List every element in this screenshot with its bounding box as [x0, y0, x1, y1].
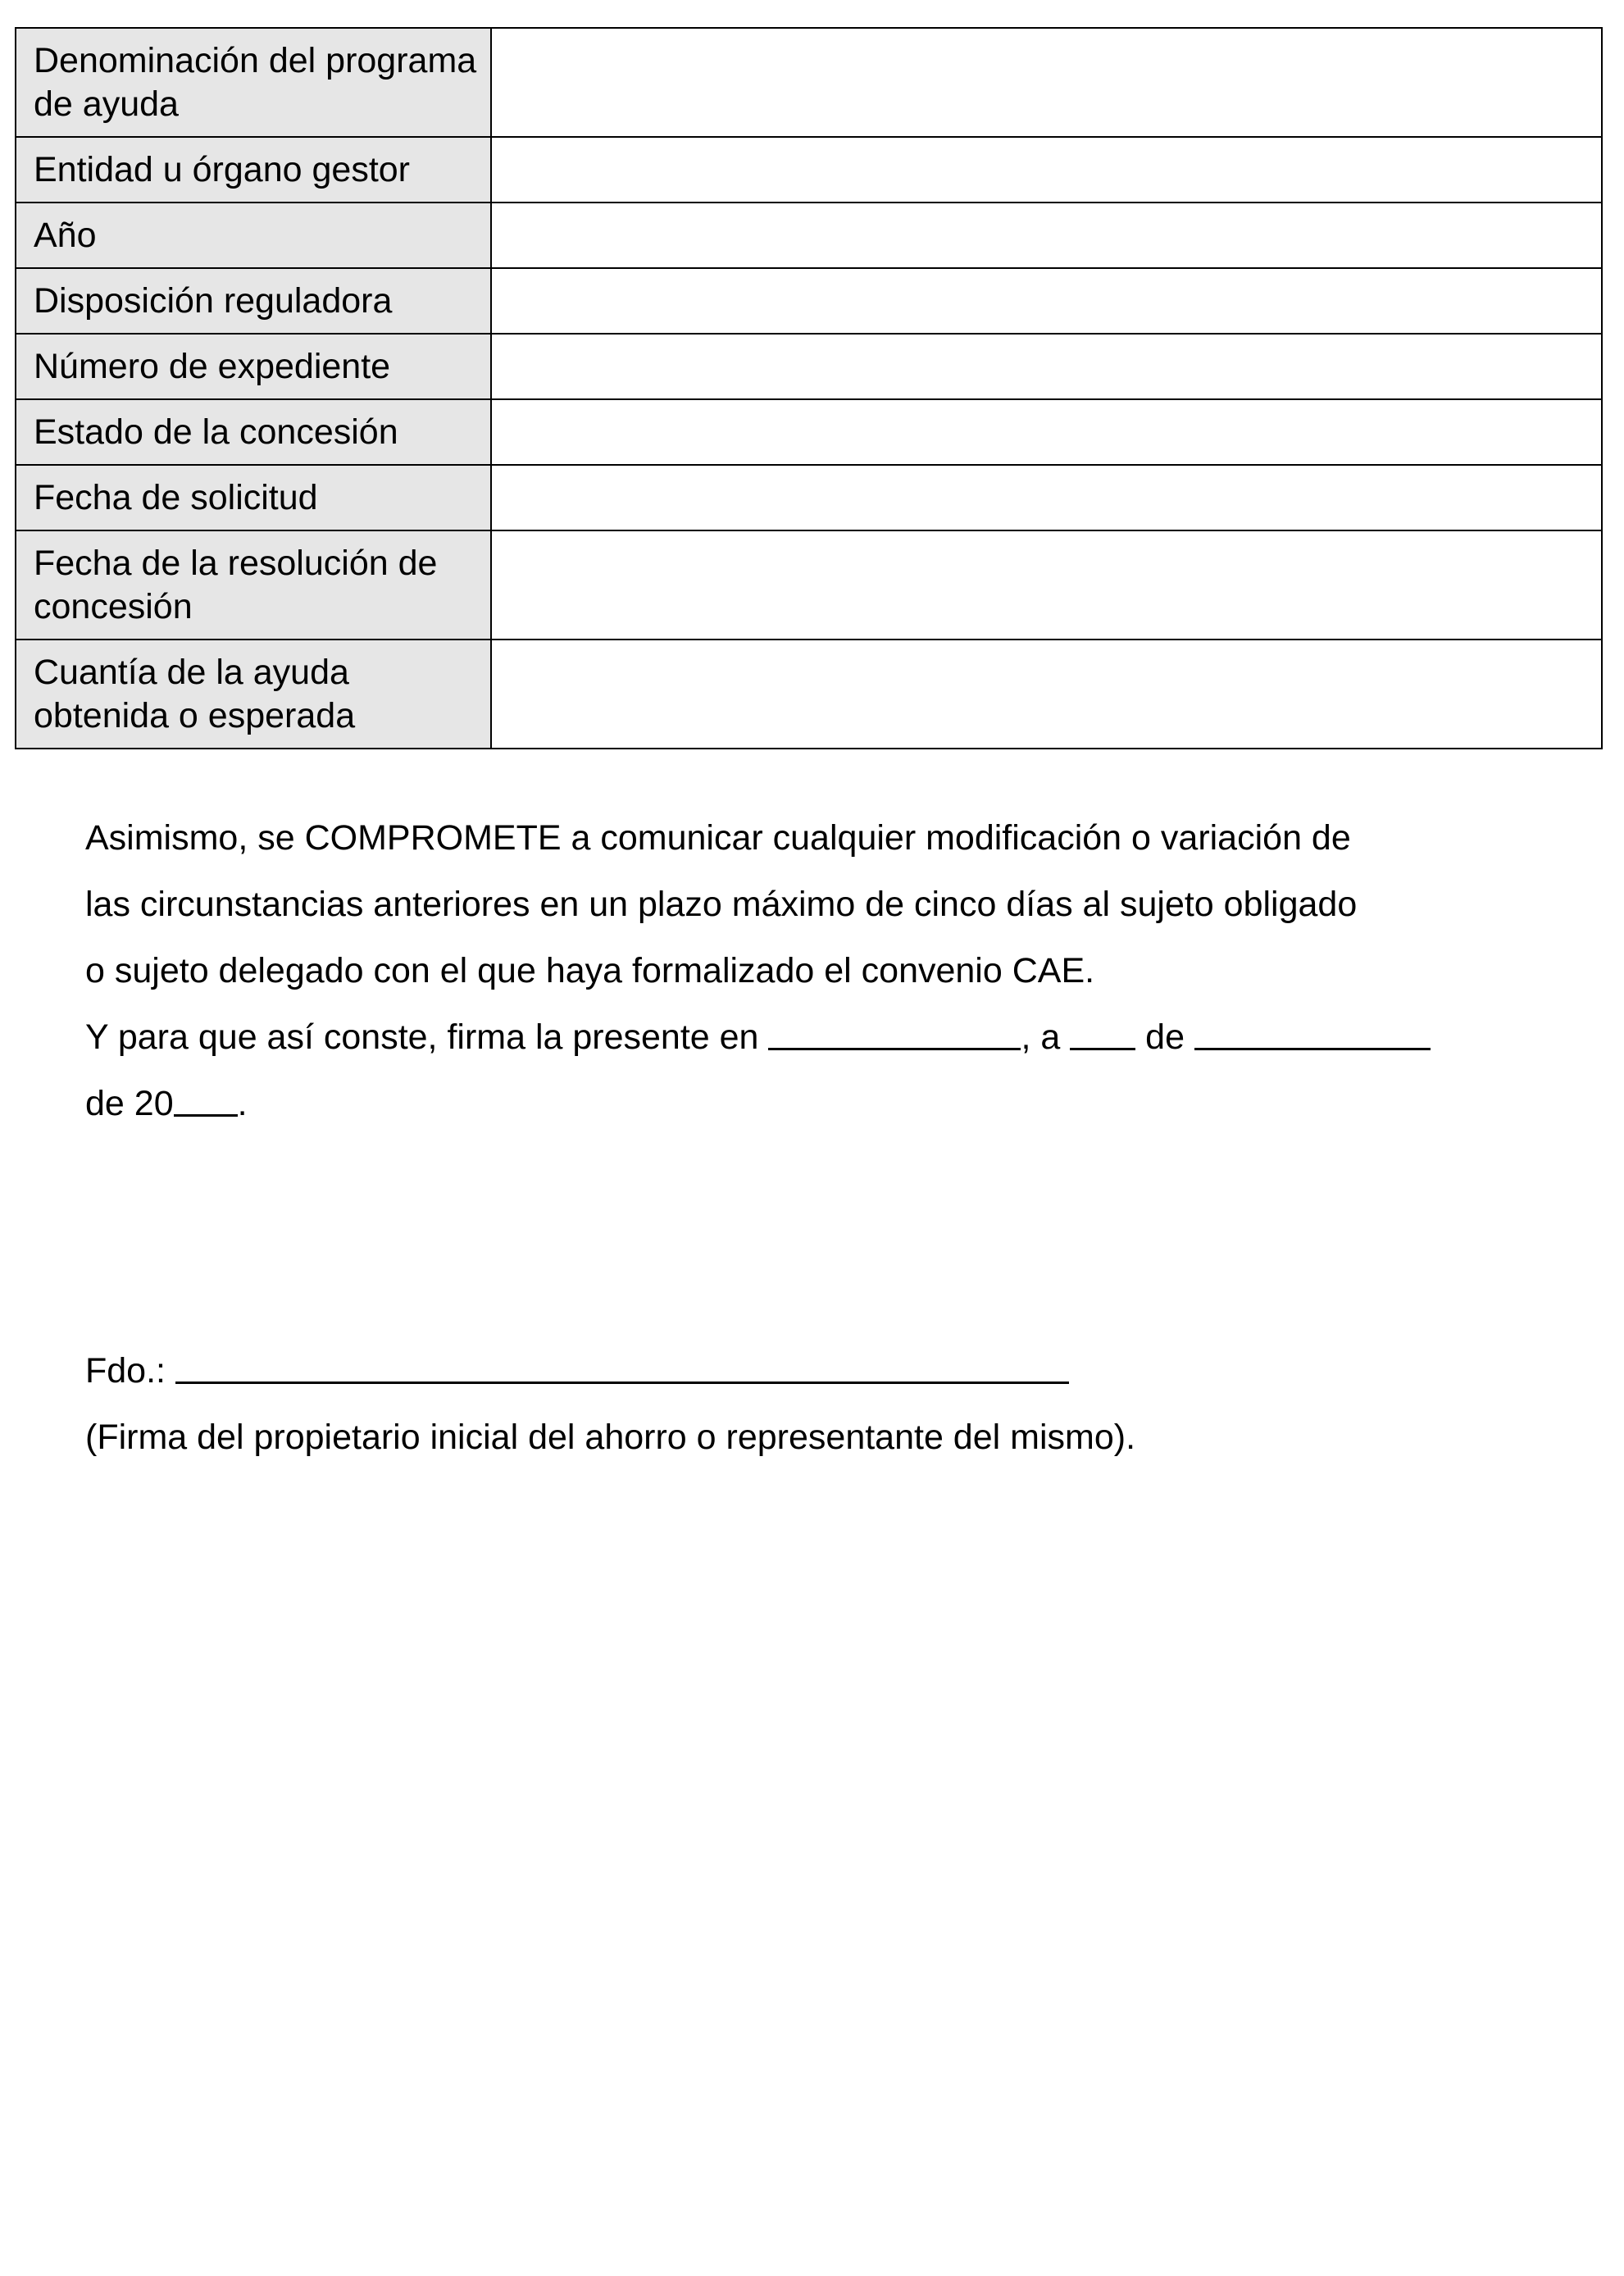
table-row	[16, 334, 1602, 399]
year-blank[interactable]	[174, 1078, 238, 1117]
signature-caption: (Firma del propietario inicial del ahorro o representante del mismo).	[85, 1418, 1136, 1457]
row-label-regulation: Disposición reguladora	[16, 268, 491, 334]
closing-text-de: de	[1145, 1017, 1185, 1057]
row-label-file-number: Número de expediente	[16, 334, 491, 399]
closing-text-year: de 20	[85, 1084, 174, 1123]
commitment-line-1: Asimismo, se COMPROMETE a comunicar cualquier modificación o variación de	[85, 818, 1351, 858]
table-row	[16, 640, 1602, 749]
table-row	[16, 399, 1602, 465]
row-value-file-number[interactable]	[491, 334, 1602, 399]
signature-label: Fdo.:	[85, 1351, 166, 1391]
signature-line	[85, 1338, 1135, 1404]
commitment-line-2: las circunstancias anteriores en un plazo máximo de cinco días al sujeto obligado	[85, 885, 1358, 924]
commitment-paragraph	[85, 805, 1561, 1137]
row-value-regulation[interactable]	[491, 268, 1602, 334]
row-label-managing-entity: Entidad u órgano gestor	[16, 137, 491, 203]
aid-program-table	[15, 27, 1603, 749]
day-blank[interactable]	[1070, 1012, 1135, 1050]
row-label-application-date: Fecha de solicitud	[16, 465, 491, 530]
row-value-grant-status[interactable]	[491, 399, 1602, 465]
row-value-resolution-date[interactable]	[491, 530, 1602, 640]
closing-year-line	[85, 1071, 1561, 1137]
row-label-grant-status: Estado de la concesión	[16, 399, 491, 465]
signature-blank[interactable]	[175, 1345, 1069, 1384]
closing-period: .	[237, 1084, 248, 1123]
table-row	[16, 268, 1602, 334]
table-row	[16, 203, 1602, 268]
row-value-year[interactable]	[491, 203, 1602, 268]
closing-text-place: Y para que así conste, firma la presente en	[85, 1017, 759, 1057]
row-label-program-name: Denominación del programa de ayuda	[16, 28, 491, 137]
row-value-managing-entity[interactable]	[491, 137, 1602, 203]
signature-block	[85, 1338, 1135, 1471]
closing-text-a: , a	[1021, 1017, 1061, 1057]
table-row	[16, 465, 1602, 530]
table-row	[16, 28, 1602, 137]
place-blank[interactable]	[768, 1012, 1021, 1050]
row-label-aid-amount: Cuantía de la ayuda obtenida o esperada	[16, 640, 491, 749]
row-label-resolution-date: Fecha de la resolución de concesión	[16, 530, 491, 640]
table-row	[16, 530, 1602, 640]
month-blank[interactable]	[1194, 1012, 1431, 1050]
table-row	[16, 137, 1602, 203]
closing-line	[85, 1004, 1561, 1071]
row-value-aid-amount[interactable]	[491, 640, 1602, 749]
row-label-year: Año	[16, 203, 491, 268]
row-value-program-name[interactable]	[491, 28, 1602, 137]
row-value-application-date[interactable]	[491, 465, 1602, 530]
commitment-line-3: o sujeto delegado con el que haya formalizado el convenio CAE.	[85, 951, 1095, 990]
